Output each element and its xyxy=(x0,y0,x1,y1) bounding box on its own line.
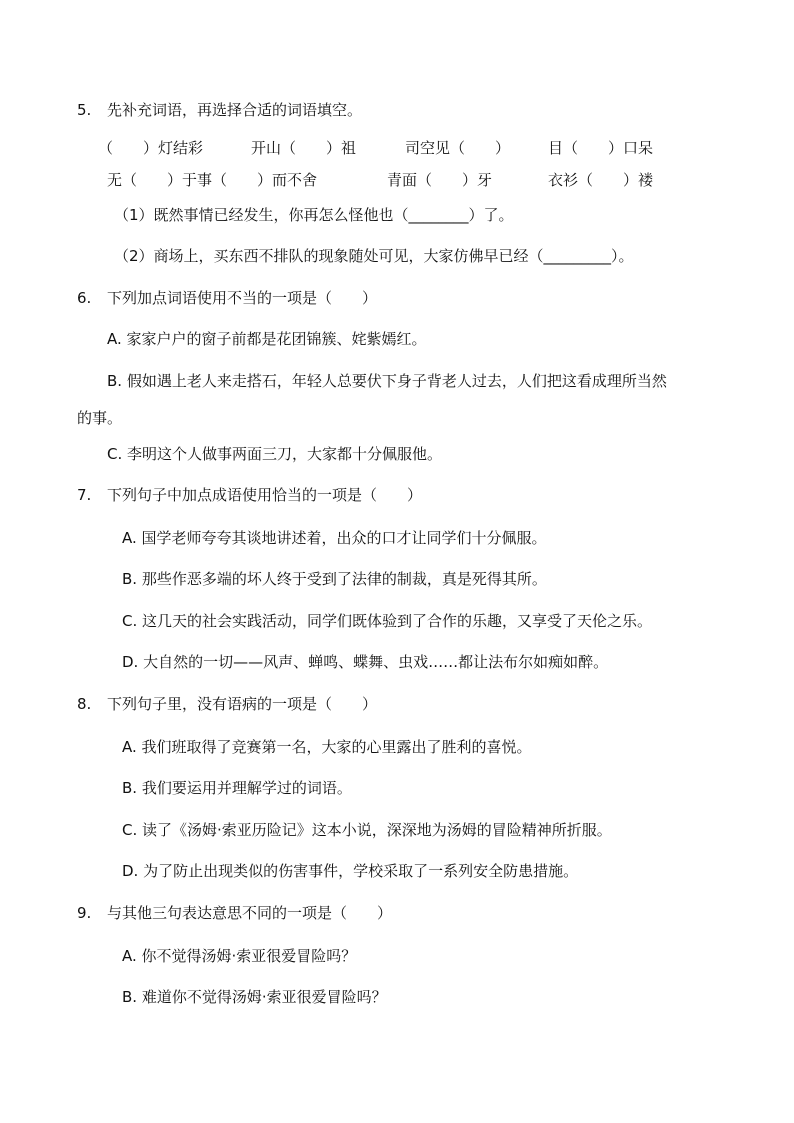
option-b: B. 难道你不觉得汤姆·索亚很爱冒险吗？ xyxy=(122,988,387,1006)
question-text: 下列句子里，没有语病的一项是（ ） xyxy=(107,695,378,713)
option-c: C. 这几天的社会实践活动，同学们既体验到了合作的乐趣，又享受了天伦之乐。 xyxy=(122,612,653,630)
question-text: 先补充词语，再选择合适的词语填空。 xyxy=(107,101,363,119)
question-7-stem xyxy=(77,485,422,505)
question-9-stem xyxy=(77,903,392,923)
option-d: D. 大自然的一切——风声、蝉鸣、蝶舞、虫戏……都让法布尔如痴如醉。 xyxy=(122,653,609,671)
question-6-stem xyxy=(77,288,377,308)
option-b-continued: 的事。 xyxy=(77,409,123,427)
fill-blank-idiom: 无（ ）于事（ ）而不舍 xyxy=(107,171,318,189)
question-number: 8. xyxy=(77,695,92,713)
option-b: B. 假如遇上老人来走搭石，年轻人总要伏下身子背老人过去，人们把这看成理所当然 xyxy=(107,372,667,390)
option-a: A. 国学老师夸夸其谈地讲述着，出众的口才让同学们十分佩服。 xyxy=(122,529,547,547)
sub-question-2: （2）商场上，买东西不排队的现象随处可见，大家仿佛早已经（_________）。 xyxy=(114,247,634,265)
question-text: 下列句子中加点成语使用恰当的一项是（ ） xyxy=(107,486,423,504)
option-c: C. 李明这个人做事两面三刀，大家都十分佩服他。 xyxy=(107,445,443,463)
option-c: C. 读了《汤姆·索亚历险记》这本小说，深深地为汤姆的冒险精神所折服。 xyxy=(122,821,612,839)
question-number: 7. xyxy=(77,486,92,504)
sub-question-1: （1）既然事情已经发生，你再怎么怪他也（________）了。 xyxy=(114,206,514,224)
fill-blank-idiom: 司空见（ ） xyxy=(405,139,511,157)
question-text: 与其他三句表达意思不同的一项是（ ） xyxy=(107,904,393,922)
fill-blank-idiom: （ ）灯结彩 xyxy=(98,139,204,157)
fill-blank-idiom: 衣衫（ ）褛 xyxy=(548,171,654,189)
fill-blank-idiom: 开山（ ）祖 xyxy=(251,139,357,157)
option-b: B. 那些作恶多端的坏人终于受到了法律的制裁，真是死得其所。 xyxy=(122,570,547,588)
option-a: A. 我们班取得了竞赛第一名，大家的心里露出了胜利的喜悦。 xyxy=(122,738,532,756)
option-a: A. 家家户户的窗子前都是花团锦簇、姹紫嫣红。 xyxy=(107,330,427,348)
question-5-stem xyxy=(77,100,362,120)
fill-blank-idiom: 青面（ ）牙 xyxy=(387,171,493,189)
option-a: A. 你不觉得汤姆·索亚很爱冒险吗？ xyxy=(122,947,357,965)
option-b: B. 我们要运用并理解学过的词语。 xyxy=(122,779,352,797)
question-number: 6. xyxy=(77,289,92,307)
question-number: 5. xyxy=(77,101,92,119)
fill-blank-idiom: 目（ ）口呆 xyxy=(548,139,654,157)
question-text: 下列加点词语使用不当的一项是（ ） xyxy=(107,289,378,307)
question-number: 9. xyxy=(77,904,92,922)
question-8-stem xyxy=(77,694,377,714)
option-d: D. 为了防止出现类似的伤害事件，学校采取了一系列安全防患措施。 xyxy=(122,862,579,880)
